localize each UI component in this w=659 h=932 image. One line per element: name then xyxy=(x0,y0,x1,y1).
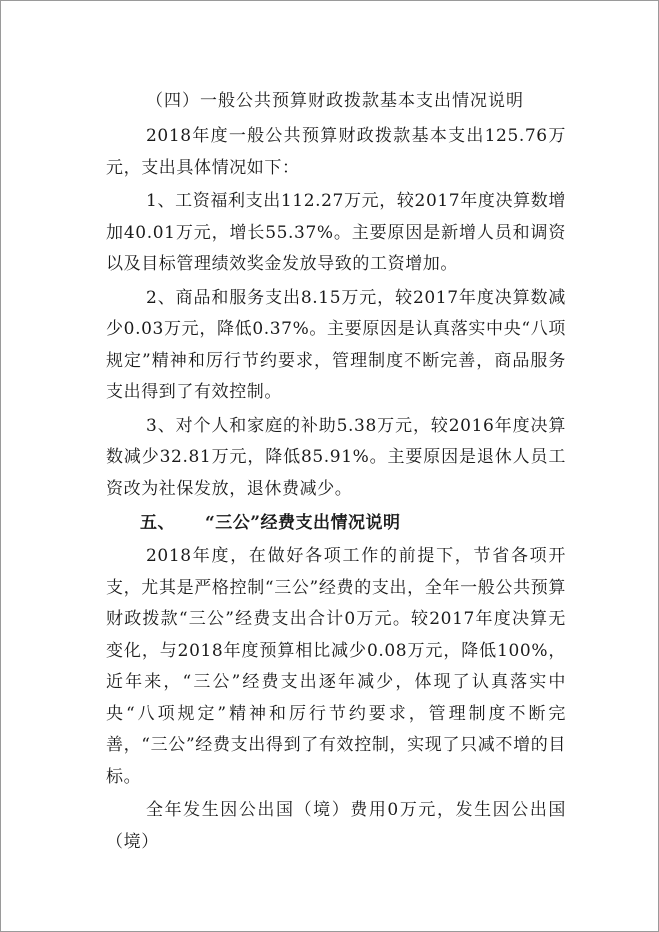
section-title: “三公”经费支出情况说明 xyxy=(205,513,401,533)
section-heading-basic-expenditure: （四）一般公共预算财政拨款基本支出情况说明 xyxy=(146,91,524,111)
section-number: 五、 xyxy=(140,513,175,533)
paragraph-basic-expenditure-total: 2018年度一般公共预算财政拨款基本支出125.76万元，支出具体情况如下： xyxy=(106,126,566,178)
paragraph-three-public-summary: 2018年度，在做好各项工作的前提下，节省各项开支，尤其是严格控制“三公”经费的支出，全年一般公共预算财政拨款“三公”经费支出合计0万元。较2017年度决算无变化，与2018年度预算相比减少0.08万元，降低100%，近年来，“三公”经费支出逐年减少，体现了认真落实中央“八项规定”精神和厉行节约要求，管理制度不断完善，“三公”经费支出得到了有效控制，实现了只减不增的目标。 xyxy=(106,546,566,787)
paragraph-personal-family-subsidy: 3、对个人和家庭的补助5.38万元，较2016年度决算数减少32.81万元，降低85.91%。主要原因是退休人员工资改为社保发放，退休费减少。 xyxy=(106,415,566,499)
paragraph-wages-welfare: 1、工资福利支出112.27万元，较2017年度决算数增加40.01万元，增长55.37%。主要原因是新增人员和调资以及目标管理绩效奖金发放导致的工资增加。 xyxy=(106,191,566,274)
document-body xyxy=(106,85,566,860)
section-heading-three-public xyxy=(106,507,566,539)
paragraph-overseas-travel: 全年发生因公出国（境）费用0万元，发生因公出国（境） xyxy=(106,800,566,852)
paragraph-goods-services: 2、商品和服务支出8.15万元，较2017年度决算数减少0.03万元，降低0.37%。主要原因是认真落实中央“八项规定”精神和厉行节约要求，管理制度不断完善，商品服务支出得到了有效控制。 xyxy=(106,287,566,402)
